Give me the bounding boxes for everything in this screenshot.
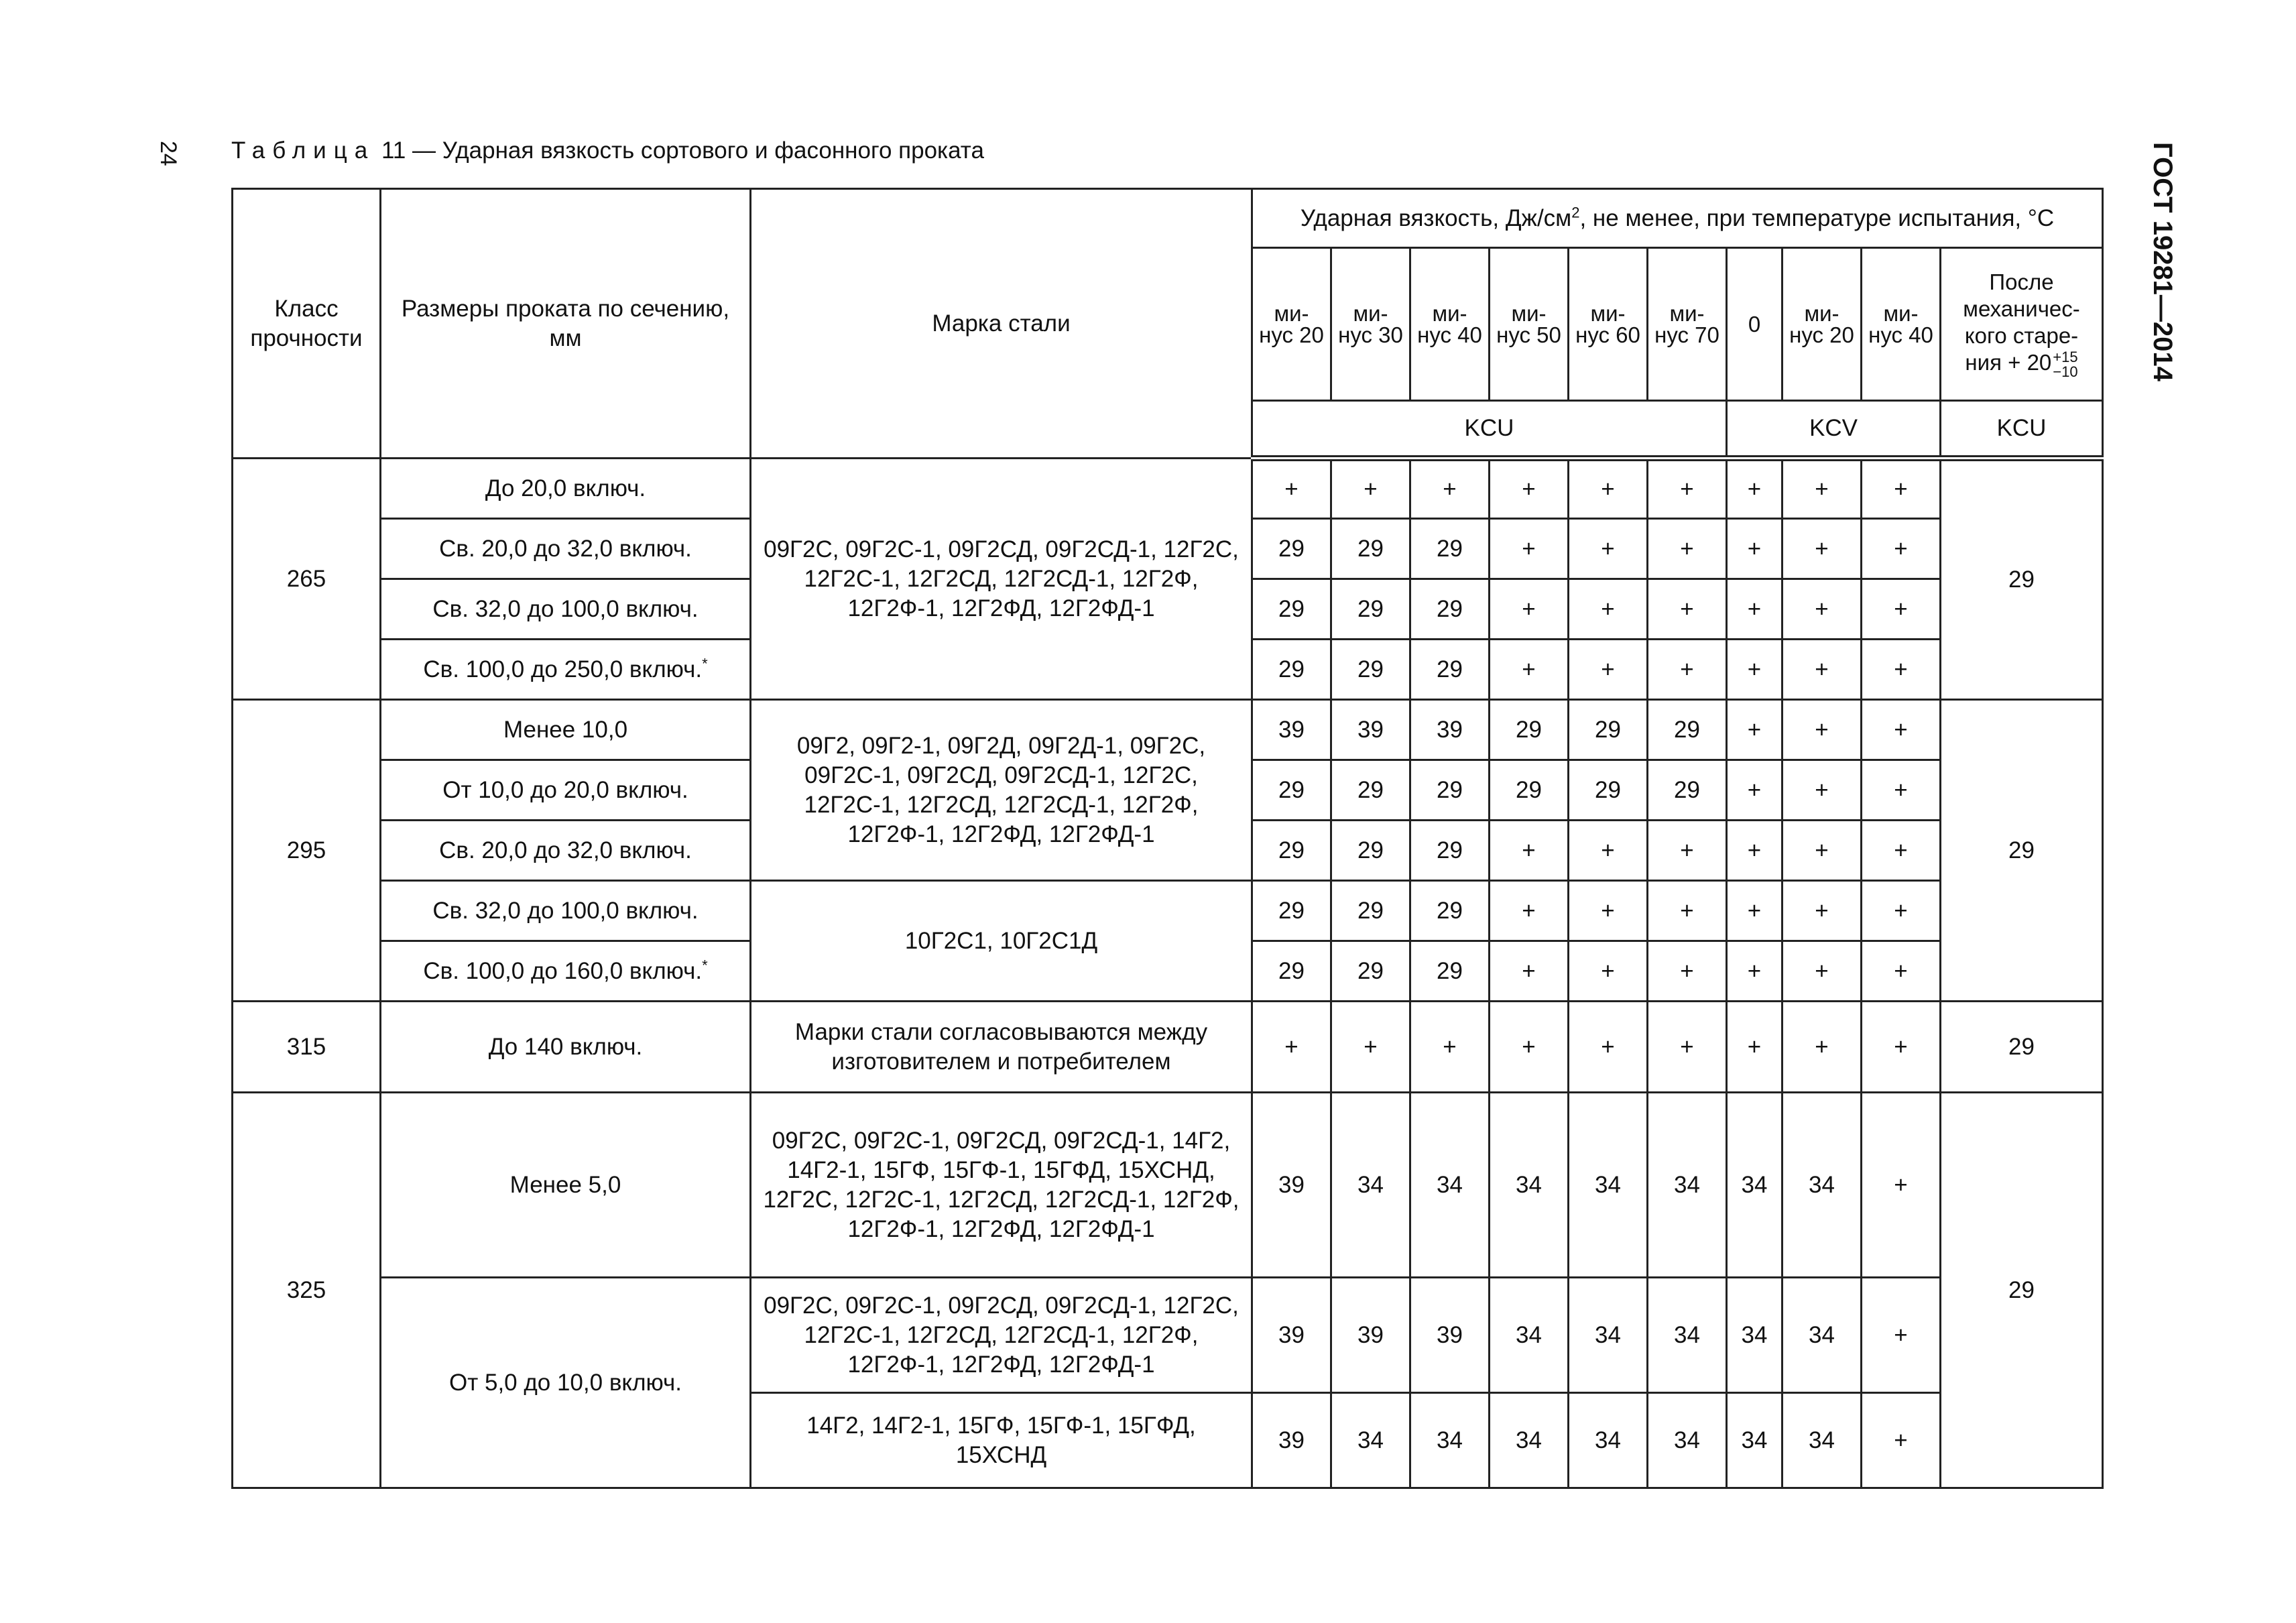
aging-temperature: [1965, 348, 2078, 380]
value-cell: +: [1862, 1278, 1941, 1393]
value-cell: 39: [1331, 700, 1410, 760]
header-kcv: KCV: [1727, 401, 1941, 459]
value-cell: 29: [1648, 700, 1727, 760]
aging-tolerance: [2053, 350, 2077, 379]
value-cell: 34: [1783, 1093, 1862, 1278]
size-cell: Св. 32,0 до 100,0 включ.: [381, 579, 751, 640]
value-cell: +: [1490, 881, 1569, 941]
value-cell: +: [1410, 1002, 1490, 1093]
value-cell: +: [1727, 941, 1783, 1002]
value-cell: 29: [1410, 579, 1490, 640]
after-aging-text: После механичес- кого старе-: [1963, 269, 2080, 349]
header-strength-class: Класс прочности: [233, 189, 381, 459]
header-steel-grade: Марка стали: [751, 189, 1252, 459]
size-cell: Св. 20,0 до 32,0 включ.: [381, 821, 751, 881]
value-cell: 29: [1410, 881, 1490, 941]
value-cell: 34: [1410, 1393, 1490, 1488]
value-cell: +: [1862, 941, 1941, 1002]
document-id: ГОСТ 19281—2014: [2148, 142, 2177, 381]
value-cell: +: [1490, 941, 1569, 1002]
value-cell: +: [1569, 881, 1648, 941]
impact-title-sup: 2: [1571, 203, 1580, 221]
table-row: [233, 1002, 2103, 1093]
aging-value-cell: 29: [1941, 1002, 2103, 1093]
value-cell: 29: [1648, 760, 1727, 821]
value-cell: 29: [1252, 579, 1331, 640]
header-kcu: KCU: [1252, 401, 1727, 459]
value-cell: +: [1727, 459, 1783, 519]
value-cell: +: [1783, 821, 1862, 881]
footnote-mark: *: [702, 956, 708, 973]
value-cell: 34: [1331, 1393, 1410, 1488]
value-cell: +: [1783, 941, 1862, 1002]
value-cell: +: [1862, 881, 1941, 941]
value-cell: 29: [1252, 760, 1331, 821]
temp-header: ми- нус 40: [1862, 248, 1941, 401]
value-cell: 29: [1252, 941, 1331, 1002]
value-cell: +: [1727, 640, 1783, 700]
value-cell: +: [1648, 519, 1727, 579]
value-cell: +: [1490, 1002, 1569, 1093]
value-cell: +: [1569, 941, 1648, 1002]
steel-grade-cell: Марки стали согласовываются между изготовителем и потребителем: [751, 1002, 1252, 1093]
value-cell: +: [1862, 519, 1941, 579]
aging-value-cell: 29: [1941, 700, 2103, 1002]
aging-value-cell: 29: [1941, 459, 2103, 700]
value-cell: +: [1783, 700, 1862, 760]
steel-grade-cell: 09Г2С, 09Г2С-1, 09Г2СД, 09Г2СД-1, 12Г2С, 12Г2С-1, 12Г2СД, 12Г2СД-1, 12Г2Ф, 12Г2Ф-1, 12Г2ФД, 12Г2ФД-1: [751, 459, 1252, 700]
value-cell: +: [1862, 1093, 1941, 1278]
value-cell: +: [1783, 579, 1862, 640]
aging-minus: −10: [2053, 363, 2078, 380]
value-cell: 29: [1252, 881, 1331, 941]
value-cell: +: [1648, 881, 1727, 941]
value-cell: 34: [1648, 1278, 1727, 1393]
value-cell: 34: [1331, 1093, 1410, 1278]
value-cell: +: [1331, 459, 1410, 519]
value-cell: +: [1783, 760, 1862, 821]
value-cell: 34: [1490, 1278, 1569, 1393]
value-cell: +: [1569, 1002, 1648, 1093]
table-row: [233, 700, 2103, 760]
value-cell: +: [1862, 579, 1941, 640]
size-cell: От 5,0 до 10,0 включ.: [381, 1278, 751, 1488]
value-cell: 34: [1648, 1393, 1727, 1488]
value-cell: +: [1648, 579, 1727, 640]
table-row: [233, 459, 2103, 519]
value-cell: 29: [1252, 519, 1331, 579]
steel-grade-cell: 09Г2С, 09Г2С-1, 09Г2СД, 09Г2СД-1, 14Г2, 14Г2-1, 15ГФ, 15ГФ-1, 15ГФД, 15ХСНД, 12Г2С, 12Г2С-1, 12Г2СД, 12Г2СД-1, 12Г2Ф, 12Г2Ф-1, 12Г2ФД, 12Г2ФД-1: [751, 1093, 1252, 1278]
header-impact-title: [1252, 189, 2103, 248]
value-cell: 34: [1569, 1278, 1648, 1393]
value-cell: 29: [1410, 760, 1490, 821]
value-cell: +: [1252, 459, 1331, 519]
value-cell: 39: [1331, 1278, 1410, 1393]
value-cell: 39: [1252, 700, 1331, 760]
value-cell: 29: [1331, 579, 1410, 640]
value-cell: +: [1410, 459, 1490, 519]
value-cell: 29: [1569, 760, 1648, 821]
size-cell: До 140 включ.: [381, 1002, 751, 1093]
value-cell: +: [1648, 459, 1727, 519]
value-cell: 29: [1410, 941, 1490, 1002]
size-cell: Менее 5,0: [381, 1093, 751, 1278]
value-cell: 34: [1727, 1278, 1783, 1393]
header-after-aging: [1941, 248, 2103, 401]
value-cell: +: [1783, 1002, 1862, 1093]
value-cell: 34: [1490, 1093, 1569, 1278]
size-cell: [381, 941, 751, 1002]
value-cell: +: [1862, 640, 1941, 700]
impact-toughness-table: [231, 188, 2104, 1489]
value-cell: 39: [1410, 1278, 1490, 1393]
value-cell: 34: [1569, 1393, 1648, 1488]
table-row: [233, 1278, 2103, 1393]
value-cell: +: [1648, 821, 1727, 881]
value-cell: 29: [1490, 760, 1569, 821]
value-cell: 34: [1783, 1278, 1862, 1393]
impact-title-end: , не менее, при температуре испытания, °С: [1579, 204, 2055, 231]
value-cell: +: [1490, 459, 1569, 519]
value-cell: +: [1727, 821, 1783, 881]
table-row: [233, 881, 2103, 941]
class-cell: 295: [233, 700, 381, 1002]
value-cell: 39: [1252, 1393, 1331, 1488]
value-cell: +: [1648, 640, 1727, 700]
value-cell: +: [1727, 1002, 1783, 1093]
value-cell: +: [1727, 519, 1783, 579]
size-text: Св. 100,0 до 250,0 включ.: [423, 656, 703, 682]
value-cell: +: [1490, 640, 1569, 700]
class-cell: 325: [233, 1093, 381, 1488]
value-cell: 39: [1252, 1093, 1331, 1278]
size-cell: Св. 32,0 до 100,0 включ.: [381, 881, 751, 941]
value-cell: 29: [1331, 881, 1410, 941]
temp-header: ми- нус 20: [1252, 248, 1331, 401]
header-sizes: Размеры проката по сечению, мм: [381, 189, 751, 459]
value-cell: 39: [1410, 700, 1490, 760]
value-cell: +: [1490, 519, 1569, 579]
value-cell: +: [1783, 640, 1862, 700]
page-number: 24: [156, 141, 181, 166]
value-cell: 34: [1727, 1093, 1783, 1278]
temp-header: ми- нус 20: [1783, 248, 1862, 401]
value-cell: +: [1862, 760, 1941, 821]
temp-header: 0: [1727, 248, 1783, 401]
value-cell: 34: [1648, 1093, 1727, 1278]
class-cell: 265: [233, 459, 381, 700]
value-cell: +: [1862, 1002, 1941, 1093]
value-cell: +: [1569, 579, 1648, 640]
temp-header: ми- нус 40: [1410, 248, 1490, 401]
value-cell: +: [1727, 579, 1783, 640]
header-kcu-aging: KCU: [1941, 401, 2103, 459]
value-cell: +: [1569, 519, 1648, 579]
temp-header: ми- нус 50: [1490, 248, 1569, 401]
caption-prefix: Таблица: [231, 137, 375, 164]
size-cell: До 20,0 включ.: [381, 459, 751, 519]
value-cell: 29: [1252, 640, 1331, 700]
size-cell: Менее 10,0: [381, 700, 751, 760]
value-cell: +: [1490, 579, 1569, 640]
aging-value: + 20: [2008, 350, 2052, 375]
steel-grade-cell: 09Г2, 09Г2-1, 09Г2Д, 09Г2Д-1, 09Г2С, 09Г2С-1, 09Г2СД, 09Г2СД-1, 12Г2С, 12Г2С-1, 12Г2СД, 12Г2СД-1, 12Г2Ф, 12Г2Ф-1, 12Г2ФД, 12Г2ФД-1: [751, 700, 1252, 881]
value-cell: +: [1727, 760, 1783, 821]
value-cell: +: [1648, 941, 1727, 1002]
value-cell: +: [1862, 1393, 1941, 1488]
value-cell: +: [1862, 459, 1941, 519]
impact-title-text: Ударная вязкость, Дж/см: [1300, 204, 1572, 231]
after-aging-tail: ния: [1965, 350, 2002, 375]
caption-text: 11 — Ударная вязкость сортового и фасонного проката: [381, 137, 984, 164]
value-cell: +: [1490, 821, 1569, 881]
value-cell: +: [1569, 821, 1648, 881]
table-caption: [231, 137, 984, 164]
value-cell: 29: [1331, 821, 1410, 881]
table-row: [233, 1093, 2103, 1278]
value-cell: 34: [1410, 1093, 1490, 1278]
value-cell: +: [1783, 881, 1862, 941]
value-cell: +: [1648, 1002, 1727, 1093]
value-cell: +: [1727, 700, 1783, 760]
value-cell: 29: [1331, 519, 1410, 579]
value-cell: 29: [1410, 821, 1490, 881]
value-cell: 29: [1569, 700, 1648, 760]
size-cell: Св. 20,0 до 32,0 включ.: [381, 519, 751, 579]
value-cell: 29: [1410, 519, 1490, 579]
value-cell: 34: [1727, 1393, 1783, 1488]
value-cell: 29: [1252, 821, 1331, 881]
value-cell: +: [1727, 881, 1783, 941]
value-cell: 34: [1569, 1093, 1648, 1278]
aging-plus: +15: [2053, 348, 2078, 365]
footnote-mark: *: [702, 654, 708, 672]
temp-header: ми- нус 60: [1569, 248, 1648, 401]
value-cell: 39: [1252, 1278, 1331, 1393]
value-cell: +: [1569, 640, 1648, 700]
value-cell: +: [1569, 459, 1648, 519]
value-cell: 29: [1331, 941, 1410, 1002]
value-cell: +: [1252, 1002, 1331, 1093]
steel-grade-cell: 09Г2С, 09Г2С-1, 09Г2СД, 09Г2СД-1, 12Г2С, 12Г2С-1, 12Г2СД, 12Г2СД-1, 12Г2Ф, 12Г2Ф-1, 12Г2ФД, 12Г2ФД-1: [751, 1278, 1252, 1393]
value-cell: +: [1862, 700, 1941, 760]
value-cell: +: [1783, 519, 1862, 579]
steel-grade-cell: 14Г2, 14Г2-1, 15ГФ, 15ГФ-1, 15ГФД, 15ХСНД: [751, 1393, 1252, 1488]
value-cell: 34: [1490, 1393, 1569, 1488]
value-cell: 29: [1490, 700, 1569, 760]
value-cell: 34: [1783, 1393, 1862, 1488]
temp-header: ми- нус 70: [1648, 248, 1727, 401]
value-cell: +: [1331, 1002, 1410, 1093]
value-cell: 29: [1410, 640, 1490, 700]
value-cell: 29: [1331, 760, 1410, 821]
size-text: Св. 100,0 до 160,0 включ.: [423, 957, 703, 984]
class-cell: 315: [233, 1002, 381, 1093]
value-cell: +: [1862, 821, 1941, 881]
size-cell: [381, 640, 751, 700]
size-cell: От 10,0 до 20,0 включ.: [381, 760, 751, 821]
steel-grade-cell: 10Г2С1, 10Г2С1Д: [751, 881, 1252, 1002]
aging-value-cell: 29: [1941, 1093, 2103, 1488]
value-cell: +: [1783, 459, 1862, 519]
temp-header: ми- нус 30: [1331, 248, 1410, 401]
value-cell: 29: [1331, 640, 1410, 700]
